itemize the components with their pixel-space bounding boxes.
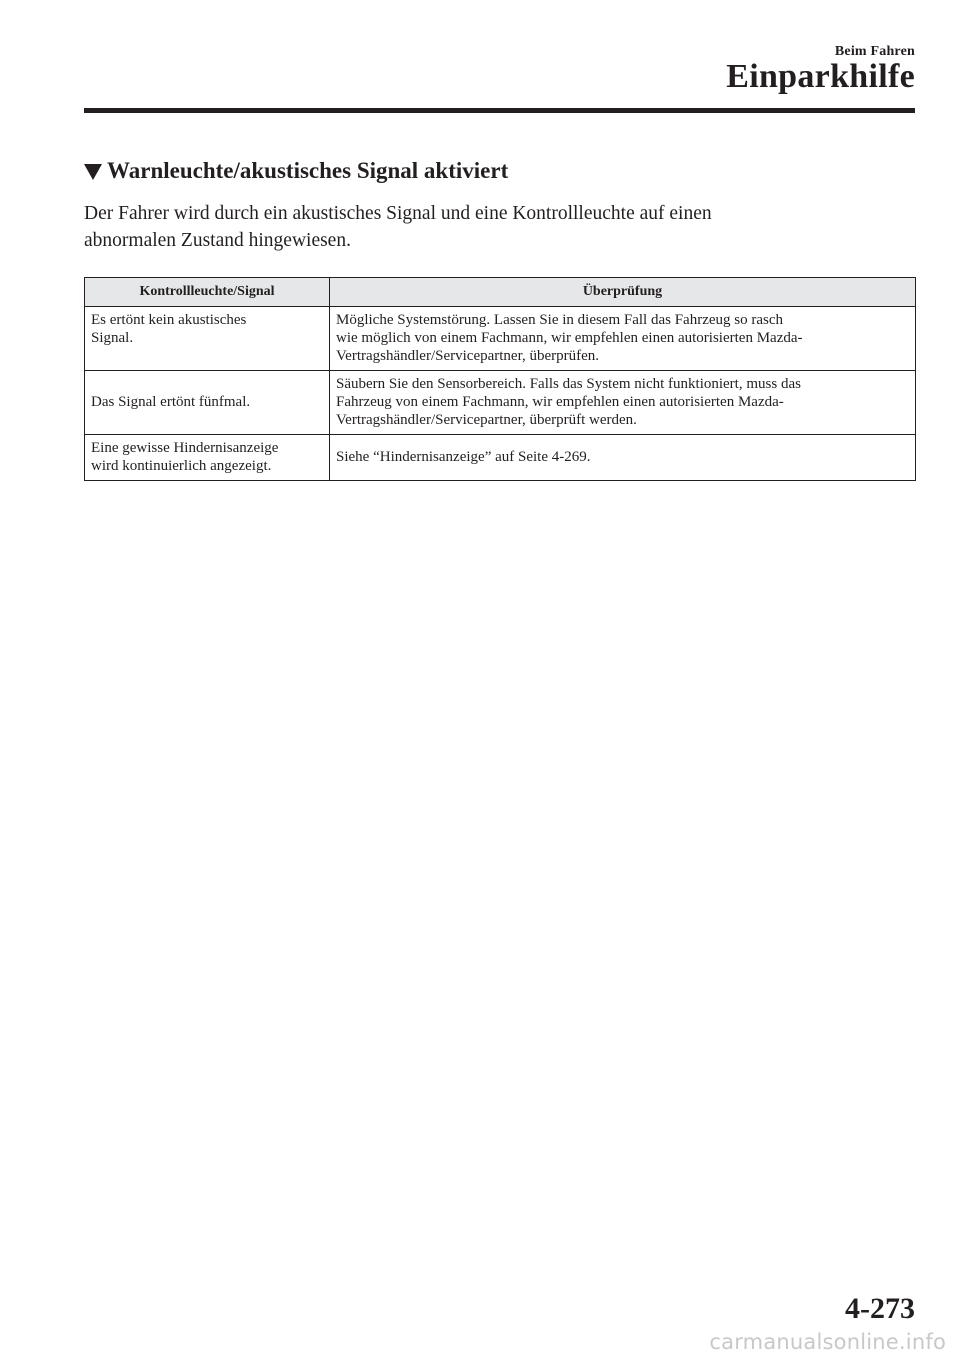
cell-line: Vertragshändler/Servicepartner, überprüft werden. [336, 412, 637, 428]
watermark: carmanualsonline.info [709, 1330, 946, 1354]
header-signal: Kontrollleuchte/Signal [85, 278, 330, 307]
cell-line: Eine gewisse Hindernisanzeige [91, 440, 279, 456]
cell-line: Mögliche Systemstörung. Lassen Sie in diesem Fall das Fahrzeug so rasch [336, 312, 784, 328]
cell-line: wie möglich von einem Fachmann, wir empfehlen einen autorisierten Mazda- [336, 330, 803, 346]
header-check: Überprüfung [330, 278, 916, 307]
table-header-row [85, 278, 916, 307]
chapter-label: Beim Fahren [834, 44, 915, 59]
page-number: 4-273 [845, 1292, 915, 1325]
cell-line: Säubern Sie den Sensorbereich. Falls das System nicht funktioniert, muss das [336, 376, 801, 392]
signal-cell [85, 307, 330, 371]
cell-line: Siehe “Hindernisanzeige” auf Seite 4-269. [336, 449, 591, 465]
check-cell [330, 307, 916, 371]
cell-line: Signal. [91, 330, 134, 346]
cell-line: Es ertönt kein akustisches [91, 312, 247, 328]
section-heading-text: Warnleuchte/akustisches Signal aktiviert [107, 158, 509, 183]
check-cell [330, 435, 916, 481]
intro-line: abnormalen Zustand hingewiesen. [84, 230, 351, 251]
cell-line: Das Signal ertönt fünfmal. [91, 394, 251, 410]
page-title: Einparkhilfe [726, 58, 915, 95]
table-row [85, 435, 916, 481]
check-cell [330, 371, 916, 435]
intro-paragraph [84, 200, 884, 254]
cell-line: wird kontinuierlich angezeigt. [91, 458, 272, 474]
signal-cell [85, 371, 330, 435]
section-heading [84, 158, 508, 184]
header-rule [84, 108, 915, 113]
signal-cell [85, 435, 330, 481]
check-table [84, 277, 916, 481]
cell-line: Vertragshändler/Servicepartner, überprüfen. [336, 348, 600, 364]
cell-line: Fahrzeug von einem Fachmann, wir empfehlen einen autorisierten Mazda- [336, 394, 784, 410]
table-row [85, 371, 916, 435]
intro-line: Der Fahrer wird durch ein akustisches Signal und eine Kontrollleuchte auf einen [84, 203, 712, 224]
triangle-down-icon [84, 164, 102, 180]
table-row [85, 307, 916, 371]
